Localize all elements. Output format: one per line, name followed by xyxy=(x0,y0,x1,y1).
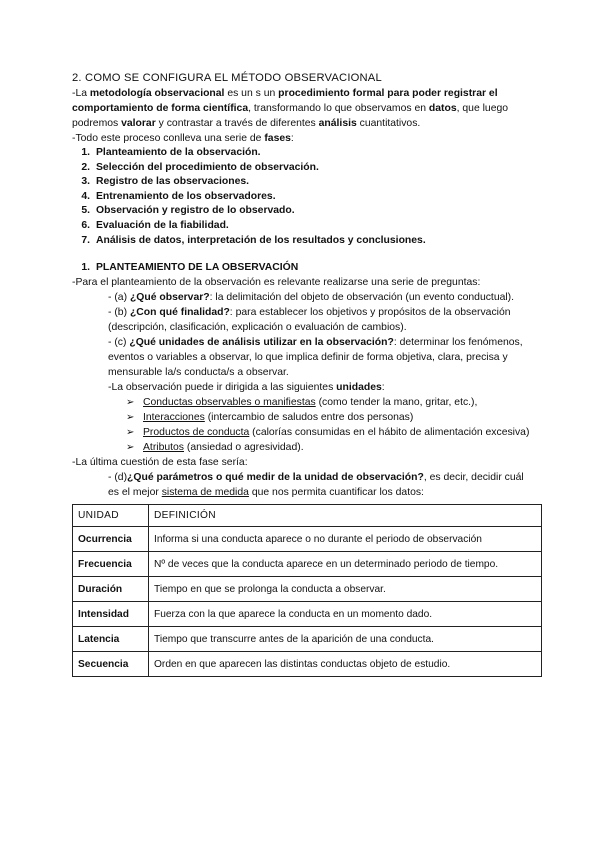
arrow-bullet-icon: ➢ xyxy=(126,427,135,439)
phase-item xyxy=(72,190,534,205)
text-run: - (a) xyxy=(108,292,130,304)
phase-text: Análisis de datos, interpretación de los resultados y conclusiones. xyxy=(96,234,426,246)
units-lead xyxy=(72,380,534,395)
section-title: 2. COMO SE CONFIGURA EL MÉTODO OBSERVACIONAL xyxy=(72,72,382,84)
text-run: -Todo este proceso conlleva una serie de xyxy=(72,133,265,144)
phase-number: 7. xyxy=(81,234,90,246)
document-page xyxy=(72,70,534,677)
table-row xyxy=(73,627,542,652)
table-term-cell: Frecuencia xyxy=(73,552,149,577)
phase-number: 4. xyxy=(81,190,90,202)
table-term-cell: Latencia xyxy=(73,627,149,652)
table-term-cell: Duración xyxy=(73,577,149,602)
phase-item xyxy=(72,234,534,249)
phase-item xyxy=(72,146,534,161)
text-run: - (d) xyxy=(108,472,128,484)
last-question-lead: -La última cuestión de esta fase sería: xyxy=(72,457,248,469)
phase-text: Registro de las observaciones. xyxy=(96,176,250,188)
table-header-cell: DEFINICIÓN xyxy=(149,505,542,527)
text-run: : xyxy=(290,133,294,144)
bold-text: metodología observacional xyxy=(89,88,225,99)
phase-text: Entrenamiento de los observadores. xyxy=(96,190,276,202)
arrow-bullet-icon: ➢ xyxy=(126,412,135,424)
bold-text: ¿Qué observar? xyxy=(129,292,210,304)
table-row xyxy=(73,552,542,577)
text-run: , transformando lo que observamos en xyxy=(248,103,429,114)
phases-lead xyxy=(72,131,534,146)
text-run: : determinar los fenómenos, eventos o variables a observar, lo que implica definir de forma objetiva, clara, precisa y mensurable la/s conducta/s a observar. xyxy=(108,337,523,379)
unit-item xyxy=(126,425,534,440)
table-definition-cell: Orden en que aparecen las distintas conductas objeto de estudio. xyxy=(149,652,542,677)
phase-text: Planteamiento de la observación. xyxy=(96,147,261,158)
text-run: - (b) xyxy=(108,307,130,319)
table-header-row xyxy=(73,505,542,527)
subsection-number: 1. xyxy=(81,262,90,274)
table-definition-cell: Nº de veces que la conducta aparece en un determinado periodo de tiempo. xyxy=(149,552,542,577)
text-run: : la delimitación del objeto de observación (un evento conductual). xyxy=(209,292,515,304)
phase-item xyxy=(72,161,534,176)
bold-text: procedimiento formal para poder registrar el comportamiento de forma científica xyxy=(72,88,498,114)
unit-term: Conductas observables o manifiestas xyxy=(143,397,316,409)
subsection-title: PLANTEAMIENTO DE LA OBSERVACIÓN xyxy=(96,262,299,274)
bold-text: fases xyxy=(264,133,291,144)
text-run: y contrastar a través de diferentes xyxy=(155,118,319,129)
table-row xyxy=(73,652,542,677)
text-run: - (c) xyxy=(108,337,130,349)
question-c xyxy=(72,335,534,380)
unit-item xyxy=(126,440,534,455)
bold-text: unidades xyxy=(336,382,382,394)
phase-item xyxy=(72,204,534,219)
bold-text: ¿Con qué finalidad? xyxy=(129,307,230,319)
phase-number: 1. xyxy=(81,147,90,158)
text-run: que nos permita cuantificar los datos: xyxy=(248,487,424,499)
unit-term: Atributos xyxy=(143,442,185,454)
unit-description: (como tender la mano, gritar, etc.), xyxy=(315,397,478,409)
text-run: : xyxy=(381,382,385,394)
text-run: : para establecer los objetivos y propósitos de la observación (descripción, clasificación, explicación o evaluación de cambios). xyxy=(108,307,511,334)
phases-list xyxy=(72,146,534,248)
table-row xyxy=(73,577,542,602)
bold-text: datos xyxy=(428,103,457,114)
table-term-cell: Ocurrencia xyxy=(73,527,149,552)
subsection-heading xyxy=(72,260,534,275)
measurement-table xyxy=(72,504,542,677)
bold-text: análisis xyxy=(318,118,357,129)
table-header-cell: UNIDAD xyxy=(73,505,149,527)
text-run: cuantitativos. xyxy=(356,118,421,129)
arrow-bullet-icon: ➢ xyxy=(126,397,135,409)
table-term-cell: Secuencia xyxy=(73,652,149,677)
text-run: -La observación puede ir dirigida a las siguientes xyxy=(108,382,337,394)
bold-text: valorar xyxy=(121,118,156,129)
table-definition-cell: Informa si una conducta aparece o no durante el periodo de observación xyxy=(149,527,542,552)
text-run: -La xyxy=(72,88,90,99)
question-d xyxy=(72,470,534,500)
phase-text: Evaluación de la fiabilidad. xyxy=(96,219,229,231)
phase-number: 6. xyxy=(81,219,90,231)
bold-text: ¿Qué parámetros o qué medir de la unidad de observación? xyxy=(127,472,424,484)
unit-item xyxy=(126,395,534,410)
phase-text: Observación y registro de lo observado. xyxy=(96,205,295,217)
unit-term: Productos de conducta xyxy=(143,427,250,439)
intro-paragraph xyxy=(72,86,534,131)
phase-number: 3. xyxy=(81,176,90,188)
text-run: , es decir, decidir cuál es el mejor xyxy=(108,472,524,499)
phase-item xyxy=(72,219,534,234)
unit-term: Interacciones xyxy=(143,412,205,424)
table-definition-cell: Tiempo en que se prolonga la conducta a observar. xyxy=(149,577,542,602)
table-row xyxy=(73,602,542,627)
underlined-text: sistema de medida xyxy=(161,487,249,499)
phase-item xyxy=(72,175,534,190)
text-run: , que luego podremos xyxy=(72,103,509,129)
unit-description: (ansiedad o agresividad). xyxy=(184,442,304,454)
phase-number: 2. xyxy=(81,161,90,173)
arrow-bullet-icon: ➢ xyxy=(126,442,135,454)
table-definition-cell: Tiempo que transcurre antes de la aparición de una conducta. xyxy=(149,627,542,652)
table-definition-cell: Fuerza con la que aparece la conducta en un momento dado. xyxy=(149,602,542,627)
units-list xyxy=(72,395,534,455)
bold-text: ¿Qué unidades de análisis utilizar en la observación? xyxy=(129,337,394,349)
phase-text: Selección del procedimiento de observación. xyxy=(96,161,319,173)
unit-item xyxy=(126,410,534,425)
question-b xyxy=(72,305,534,335)
text-run: es un s un xyxy=(224,88,279,99)
subsection-lead: -Para el planteamiento de la observación es relevante realizarse una serie de preguntas: xyxy=(72,277,481,289)
table-row xyxy=(73,527,542,552)
question-a xyxy=(72,290,534,305)
phase-number: 5. xyxy=(81,205,90,217)
unit-description: (intercambio de saludos entre dos personas) xyxy=(204,412,414,424)
table-term-cell: Intensidad xyxy=(73,602,149,627)
unit-description: (calorías consumidas en el hábito de alimentación excesiva) xyxy=(249,427,530,439)
